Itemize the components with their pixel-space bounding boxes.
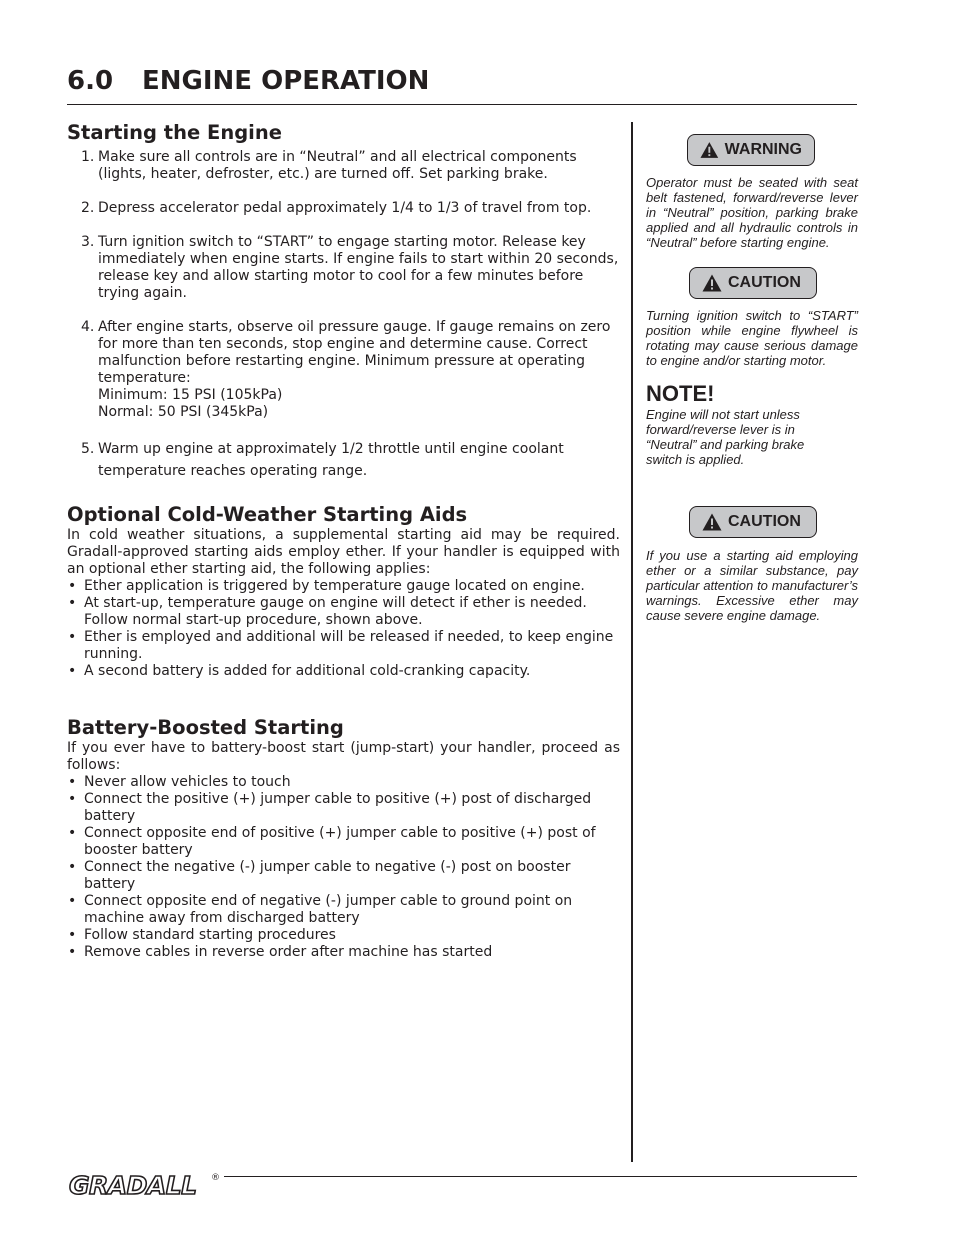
list-item: • A second battery is added for additional cold-cranking capacity. xyxy=(67,663,620,680)
safety-sidebar xyxy=(646,134,858,623)
step-text: Depress accelerator pedal approximately 1/4 to 1/3 of travel from top. xyxy=(98,200,592,216)
warning-triangle-icon xyxy=(702,513,722,531)
step-item xyxy=(67,234,620,302)
list-item: • Ether application is triggered by temperature gauge located on engine. xyxy=(67,578,620,595)
starting-steps xyxy=(67,149,620,482)
note-heading: NOTE! xyxy=(646,381,715,406)
step-item xyxy=(67,438,620,482)
warning-triangle-icon xyxy=(700,141,719,159)
step-number: 3. xyxy=(81,234,95,250)
section-number: 6.0 xyxy=(67,66,114,96)
list-item: • Follow standard starting procedures xyxy=(67,927,620,944)
step-text-line: temperature: xyxy=(98,370,191,386)
caution-sign xyxy=(689,506,817,538)
list-item: • Never allow vehicles to touch xyxy=(67,774,620,791)
caution-label: CAUTION xyxy=(728,274,801,291)
caution-text: If you use a starting aid employing ether or a similar substance, pay particular attention to manufacturer’s warnings. Excessive ether may cause severe engine damage. xyxy=(646,548,858,623)
column-divider xyxy=(631,122,633,1162)
battery-list xyxy=(67,774,620,961)
caution-sign xyxy=(689,267,817,299)
step-item xyxy=(67,200,620,217)
starting-heading: Starting the Engine xyxy=(67,121,282,144)
step-text-line: Minimum: 15 PSI (105kPa) xyxy=(98,387,283,403)
list-item: • Connect opposite end of positive (+) jumper cable to positive (+) post of booster battery xyxy=(67,825,620,859)
step-number: 5. xyxy=(81,441,95,457)
list-item: • At start-up, temperature gauge on engine will detect if ether is needed. Follow normal start-up procedure, shown above. xyxy=(67,595,620,629)
step-text: After engine starts, observe oil pressure gauge. If gauge remains on zero for more than ten seconds, stop engine and determine cause. Correct malfunction before restarting engine. Minimum pressure at operating xyxy=(98,319,611,369)
gradall-logo xyxy=(67,1168,221,1202)
cold-weather-intro: In cold weather situations, a supplemental starting aid may be required. Gradall-approved starting aids employ ether. If your handler is equipped with an optional ether starting aid, the following applies: xyxy=(67,527,620,577)
page-header xyxy=(67,64,857,105)
step-item xyxy=(67,149,620,183)
battery-intro: If you ever have to battery-boost start (jump-start) your handler, proceed as follows: xyxy=(67,740,620,773)
main-column xyxy=(67,121,620,961)
step-number: 4. xyxy=(81,319,95,335)
step-number: 1. xyxy=(81,149,95,165)
step-text-line: temperature reaches operating range. xyxy=(98,463,368,479)
step-item xyxy=(67,319,620,421)
warning-label: WARNING xyxy=(724,141,802,158)
logo-wordmark: GRADALL xyxy=(69,1171,197,1198)
cold-weather-heading: Optional Cold-Weather Starting Aids xyxy=(67,503,468,526)
gradall-logo-mark xyxy=(67,1168,221,1198)
warning-sign xyxy=(687,134,815,166)
step-text: Make sure all controls are in “Neutral” and all electrical components (lights, heater, defroster, etc.) are turned off. Set parking brake. xyxy=(98,149,577,182)
list-item: • Connect the positive (+) jumper cable to positive (+) post of discharged battery xyxy=(67,791,620,825)
note-text: Engine will not start unless forward/reverse lever is in “Neutral” and parking brake switch is applied. xyxy=(646,407,805,467)
warning-text: Operator must be seated with seat belt fastened, forward/reverse lever in “Neutral” position, parking brake applied and all hydraulic controls in “Neutral” before starting engine. xyxy=(646,175,858,250)
caution-label: CAUTION xyxy=(728,513,801,530)
step-text: Warm up engine at approximately 1/2 throttle until engine coolant xyxy=(98,441,564,457)
list-item: • Connect the negative (-) jumper cable to negative (-) post on booster battery xyxy=(67,859,620,893)
list-item: • Connect opposite end of negative (-) jumper cable to ground point on machine away from discharged battery xyxy=(67,893,620,927)
step-text: Turn ignition switch to “START” to engage starting motor. Release key immediately when engine starts. If engine fails to start within 20 seconds, release key and allow starting motor to cool for a few minutes before trying again. xyxy=(98,234,619,301)
caution-text: Turning ignition switch to “START” position while engine flywheel is rotating may cause serious damage to engine and/or starting motor. xyxy=(646,308,858,368)
battery-heading: Battery-Boosted Starting xyxy=(67,716,344,739)
section-title: ENGINE OPERATION xyxy=(142,66,430,96)
list-item: • Ether is employed and additional will be released if needed, to keep engine running. xyxy=(67,629,620,663)
warning-triangle-icon xyxy=(702,274,722,292)
step-text-line: Normal: 50 PSI (345kPa) xyxy=(98,404,269,420)
cold-weather-list xyxy=(67,578,620,680)
list-item: • Remove cables in reverse order after machine has started xyxy=(67,944,620,961)
step-number: 2. xyxy=(81,200,95,216)
footer-rule xyxy=(224,1176,857,1177)
registered-mark: ® xyxy=(211,1173,220,1183)
